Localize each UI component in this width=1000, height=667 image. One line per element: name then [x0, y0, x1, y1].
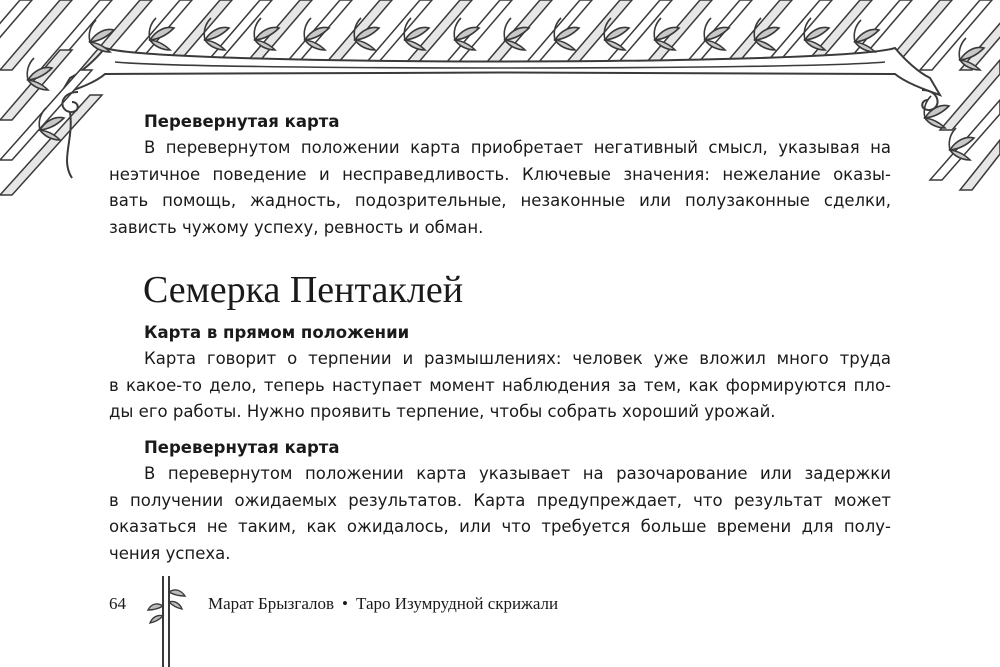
section-reversed-1 [109, 109, 891, 241]
page-number: 64 [109, 594, 126, 613]
text-line: зависть чужому успеху, ревность и обман. [109, 217, 484, 237]
text-line: В перевернутом положении карта указывает на разочарование или задержки [144, 464, 891, 483]
author-name: Марат Брызгалов [208, 594, 335, 613]
section-reversed-2 [109, 435, 891, 567]
separator-dot: • [342, 594, 348, 613]
book-title: Таро Изумрудной скрижали [355, 594, 559, 613]
paragraph [109, 135, 891, 241]
subheading: Карта в прямом положении [144, 323, 410, 342]
text-line: в какое-то дело, теперь наступает момент наблюдения за тем, как формируются пло- [109, 375, 891, 395]
page-footer [109, 594, 709, 634]
paragraph [109, 461, 891, 567]
text-line: вать помощь, жадность, подозрительные, незаконные или полузаконные сделки, [109, 191, 891, 210]
text-line: чения успеха. [109, 543, 231, 563]
card-title: Семерка Пентаклей [143, 269, 464, 311]
running-footer [208, 594, 558, 614]
text-line: неэтичное поведение и несправедливость. Ключевые значения: нежелание оказы- [109, 164, 891, 184]
subheading: Перевернутая карта [144, 438, 340, 457]
subheading: Перевернутая карта [144, 112, 340, 131]
paragraph [109, 346, 891, 426]
section-upright [109, 320, 891, 426]
text-line: В перевернутом положении карта приобретает негативный смысл, указывая на [144, 138, 891, 157]
text-line: ды его работы. Нужно проявить терпение, чтобы собрать хороший урожай. [109, 402, 776, 421]
text-line: оказаться не таким, как ожидалось, или что требуется больше времени для полу- [109, 517, 891, 536]
text-line: в получении ожидаемых результатов. Карта предупреждает, что результат может [109, 490, 891, 510]
text-line: Карта говорит о терпении и размышлениях: человек уже вложил много труда [144, 349, 891, 368]
